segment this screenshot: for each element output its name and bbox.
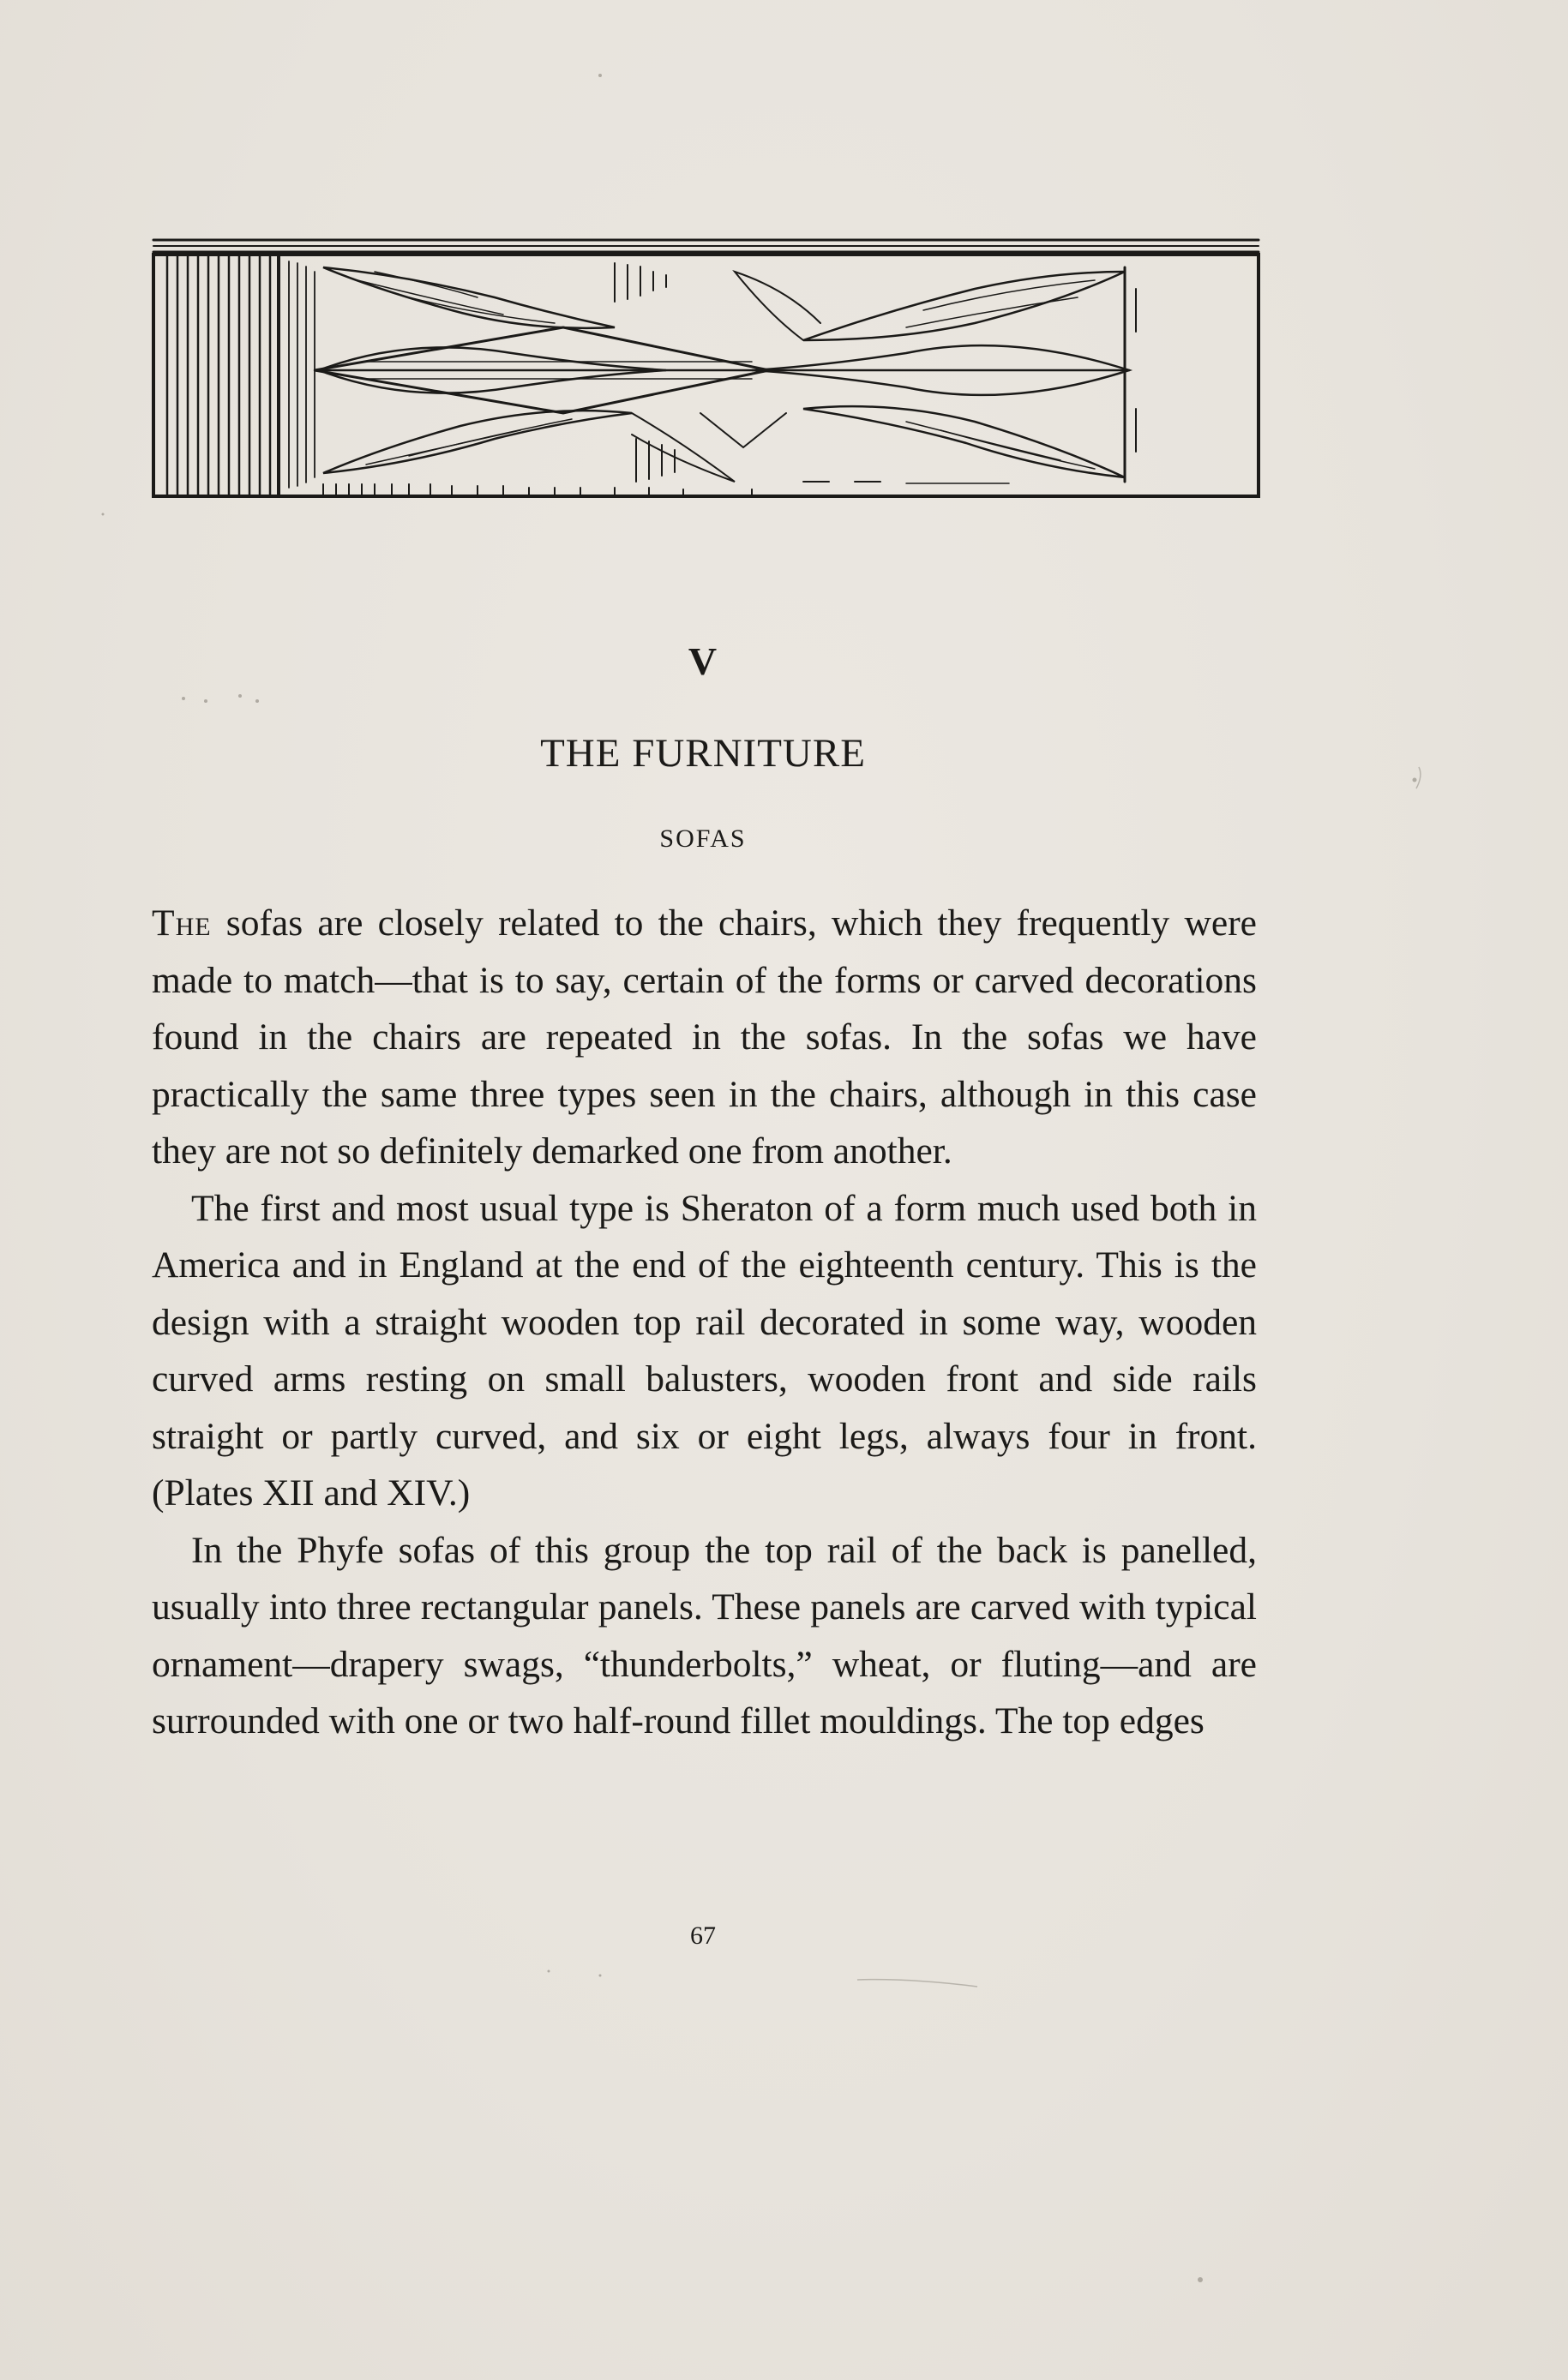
page-number: 67 xyxy=(690,1921,716,1950)
paragraph xyxy=(152,895,1257,1180)
chapter-title: THE FURNITURE xyxy=(540,731,866,776)
paragraph-lead-word: The xyxy=(152,902,212,944)
body-text xyxy=(152,895,1257,1750)
chapter-number: V xyxy=(688,639,718,683)
section-title: SOFAS xyxy=(659,824,747,853)
carved-leaf-panel-illustration xyxy=(152,237,1260,499)
paragraph-text: sofas are closely related to the chairs, which they frequently were made to match—that is to say, certain of the forms or carved decorations found in the chairs are repeated in the sofas. In the sofas we have practically the same three types seen in the chairs, although in this case they are not so definitely demarked one from another. xyxy=(152,902,1257,1172)
paragraph: The first and most usual type is Sheraton of a form much used both in America and in England at the end of the eighteenth century. This is the design with a straight wooden top rail decorated in some way, wooden curved arms resting on small balusters, wooden front and side rails straight or partly curved, and six or eight legs, always four in front. (Plates XII and XIV.) xyxy=(152,1187,1257,1514)
paragraph: In the Phyfe sofas of this group the top rail of the back is panelled, usually into three rectangular panels. These panels are carved with typical ornament—drapery swags, “thunderbolts,” wheat, or fluting—and are surrounded with one or two half-round fillet mouldings. The top edges xyxy=(152,1529,1257,1742)
